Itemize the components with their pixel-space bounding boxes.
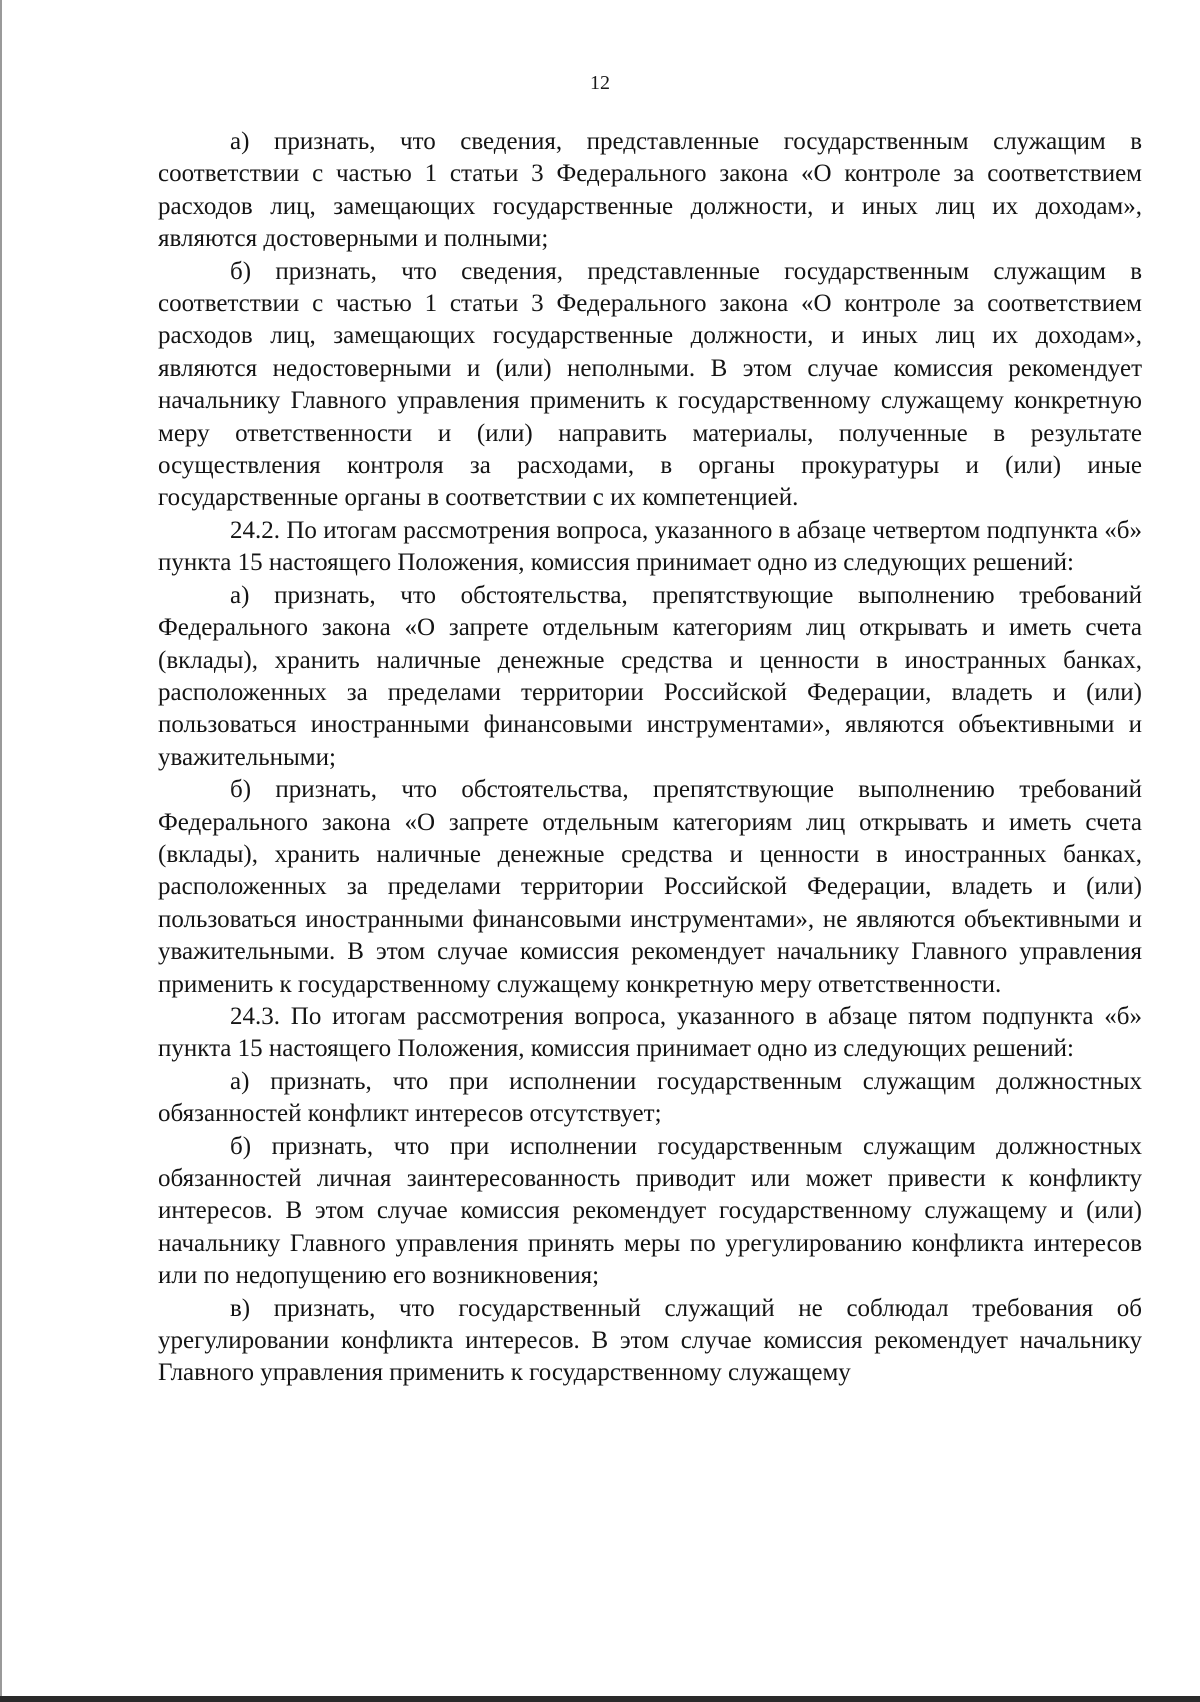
paragraph-24-1-b: б) признать, что сведения, представленные государственным служащим в соответствии с частью 1 статьи 3 Федерального закона «О контроле за соответствием расходов лиц, замещающих государственные должности, и иных лиц их доходам», являются недостоверными и (или) неполными. В этом случае комиссия рекомендует начальнику Главного управления применить к государственному служащему конкретную меру ответственности и (или) направить материалы, полученные в результате осуществления контроля за расходами, в органы прокуратуры и (или) иные государственные органы в соответствии с их компетенцией. xyxy=(158,257,1142,512)
paragraph-24-2: 24.2. По итогам рассмотрения вопроса, указанного в абзаце четвертом подпункта «б» пункта 15 настоящего Положения, комиссия принимает одно из следующих решений: xyxy=(158,516,1142,577)
paragraph-24-3: 24.3. По итогам рассмотрения вопроса, указанного в абзаце пятом подпункта «б» пункта 15 настоящего Положения, комиссия принимает одно из следующих решений: xyxy=(158,1002,1142,1063)
paragraph-24-3-b: б) признать, что при исполнении государственным служащим должностных обязанностей личная заинтересованность приводит или может привести к конфликту интересов. В этом случае комиссия рекомендует государственному служащему и (или) начальнику Главного управления принять меры по урегулированию конфликта интересов или по недопущению его возникновения; xyxy=(158,1132,1142,1290)
scan-left-edge xyxy=(0,0,2,1702)
paragraph-24-1-a: а) признать, что сведения, представленные государственным служащим в соответствии с частью 1 статьи 3 Федерального закона «О контроле за соответствием расходов лиц, замещающих государственные должности, и иных лиц их доходам», являются достоверными и полными; xyxy=(158,128,1142,253)
scan-bottom-edge xyxy=(0,1696,1200,1702)
paragraph-24-2-a: а) признать, что обстоятельства, препятствующие выполнению требований Федерального закона «О запрете отдельным категориям лиц открывать и иметь счета (вклады), хранить наличные денежные средства и ценности в иностранных банках, расположенных за пределами территории Российской Федерации, владеть и (или) пользоваться иностранными финансовыми инструментами», являются объективными и уважительными; xyxy=(158,581,1142,771)
paragraph-24-3-a: а) признать, что при исполнении государственным служащим должностных обязанностей конфликт интересов отсутствует; xyxy=(158,1067,1142,1128)
paragraph-24-2-b: б) признать, что обстоятельства, препятствующие выполнению требований Федерального закона «О запрете отдельным категориям лиц открывать и иметь счета (вклады), хранить наличные денежные средства и ценности в иностранных банках, расположенных за пределами территории Российской Федерации, владеть и (или) пользоваться иностранными финансовыми инструментами», не являются объективными и уважительными. В этом случае комиссия рекомендует начальнику Главного управления применить к государственному служащему конкретную меру ответственности. xyxy=(158,776,1142,998)
page-number: 12 xyxy=(590,72,610,94)
document-body xyxy=(158,126,1142,1390)
paragraph-24-3-c: в) признать, что государственный служащий не соблюдал требования об урегулировании конфликта интересов. В этом случае комиссия рекомендует начальнику Главного управления применить к государственному служащему xyxy=(158,1294,1142,1387)
